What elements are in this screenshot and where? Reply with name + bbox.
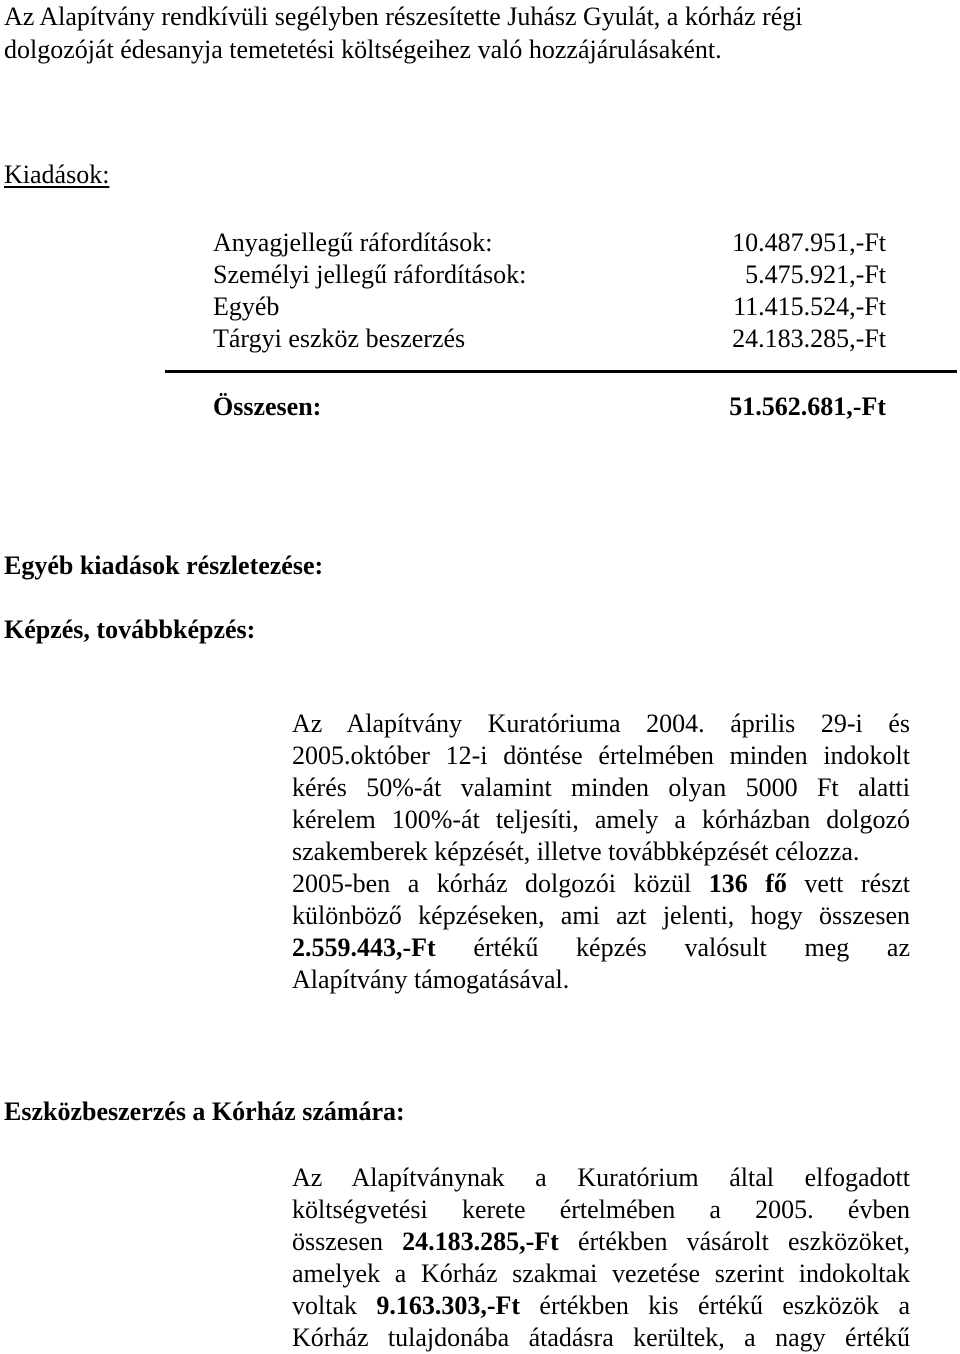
paragraph-line: szakemberek képzését, illetve továbbképzését célozza. — [292, 837, 860, 866]
training-paragraph — [292, 708, 910, 996]
expense-label-personnel: Személyi jellegű ráfordítások: — [213, 260, 527, 289]
paragraph-line — [292, 868, 910, 900]
expense-label-other: Egyéb — [213, 292, 280, 321]
paragraph-line: Alapítvány támogatásával. — [292, 965, 570, 994]
other-expenses-heading: Egyéb kiadások részletezése: — [4, 551, 324, 580]
trainee-count: 136 fő — [708, 869, 787, 898]
paragraph-text: értékű képzés valósult meg az — [435, 933, 910, 962]
expense-amount-assets: 24.183.285,-Ft — [732, 324, 886, 353]
paragraph-line: kérelem 100%-át teljesíti, amely a kórházban dolgozó — [292, 805, 910, 834]
paragraph-line: Kórház tulajdonába átadásra kerültek, a nagy értékű — [292, 1323, 910, 1352]
paragraph-line: különböző képzéseken, ami azt jelenti, hogy összesen — [292, 901, 910, 930]
paragraph-line: kérés 50%-át valamint minden olyan 5000 Ft alatti — [292, 773, 910, 802]
procurement-paragraph — [292, 1162, 910, 1354]
paragraph-text: voltak — [292, 1291, 377, 1320]
training-subheading: Képzés, továbbképzés: — [4, 615, 256, 644]
small-assets-amount: 9.163.303,-Ft — [376, 1291, 521, 1320]
procurement-heading: Eszközbeszerzés a Kórház számára: — [4, 1097, 405, 1126]
paragraph-line: költségvetési kerete értelmében a 2005. évben — [292, 1195, 910, 1224]
total-amount: 51.562.681,-Ft — [729, 392, 886, 421]
paragraph-line: Az Alapítványnak a Kuratórium által elfogadott — [292, 1163, 910, 1192]
paragraph-text: értékben kis értékű eszközök a — [520, 1291, 910, 1320]
procurement-total-amount: 24.183.285,-Ft — [402, 1227, 559, 1256]
training-total-amount: 2.559.443,-Ft — [292, 933, 436, 962]
total-separator-line — [165, 370, 957, 373]
intro-line-1: Az Alapítvány rendkívüli segélyben részesítette Juhász Gyulát, a kórház régi — [4, 2, 803, 31]
expenses-heading: Kiadások: — [4, 160, 110, 189]
expense-amount-materials: 10.487.951,-Ft — [732, 228, 886, 257]
paragraph-line — [292, 932, 910, 964]
expense-amount-other: 11.415.524,-Ft — [733, 292, 886, 321]
paragraph-line: amelyek a Kórház szakmai vezetése szerint indokoltak — [292, 1259, 910, 1288]
paragraph-text: összesen — [292, 1227, 403, 1256]
expense-amount-personnel: 5.475.921,-Ft — [745, 260, 886, 289]
paragraph-line — [292, 1226, 910, 1258]
paragraph-text: vett részt — [786, 869, 910, 898]
total-label: Összesen: — [213, 392, 322, 421]
expense-label-assets: Tárgyi eszköz beszerzés — [213, 324, 466, 353]
paragraph-text: 2005-ben a kórház dolgozói közül — [292, 869, 709, 898]
paragraph-text: értékben vásárolt eszközöket, — [558, 1227, 910, 1256]
paragraph-line — [292, 1290, 910, 1322]
paragraph-line: Az Alapítvány Kuratóriuma 2004. április 29-i és — [292, 709, 910, 738]
expense-label-materials: Anyagjellegű ráfordítások: — [213, 228, 493, 257]
paragraph-line: 2005.október 12-i döntése értelmében minden indokolt — [292, 741, 910, 770]
intro-line-2: dolgozóját édesanyja temetetési költségeihez való hozzájárulásaként. — [4, 35, 722, 64]
